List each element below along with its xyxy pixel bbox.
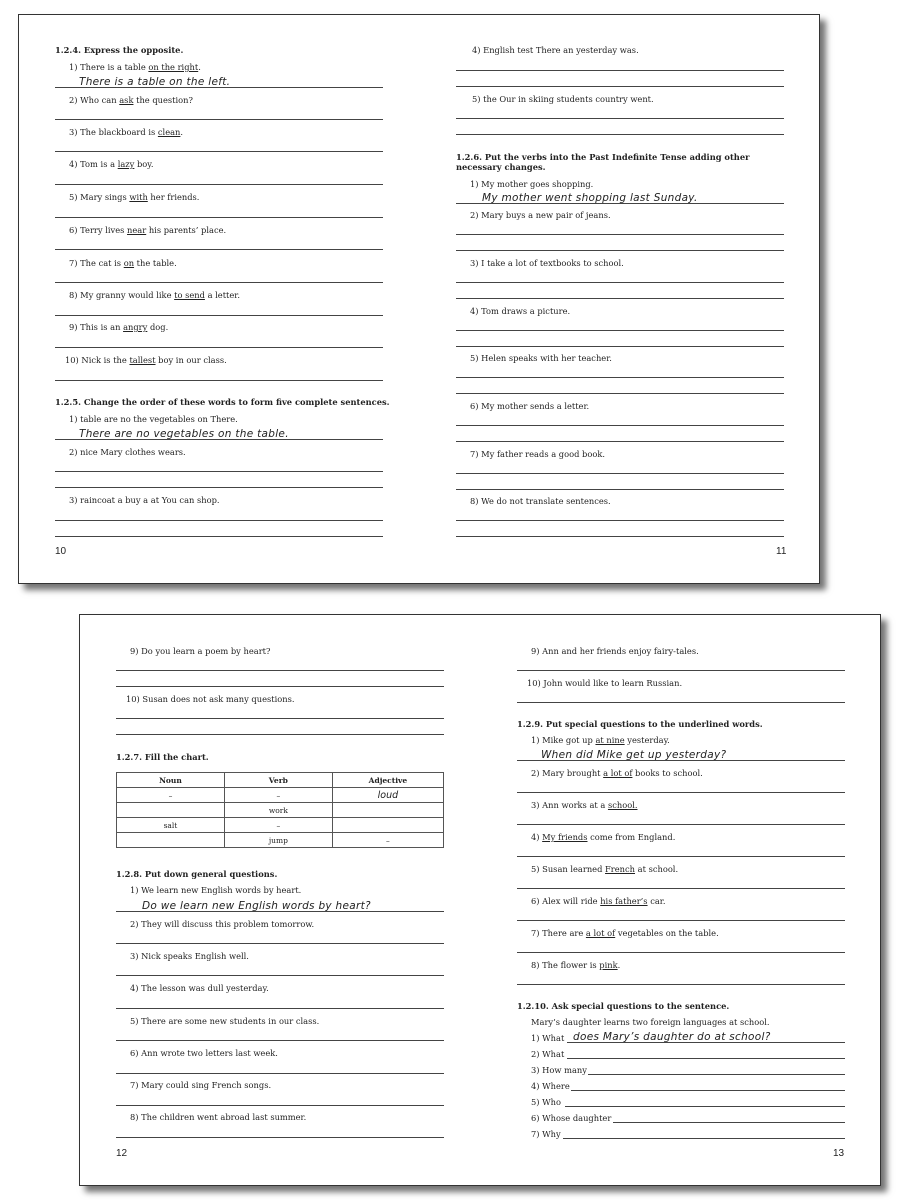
answer-line [116, 975, 444, 976]
exercise-item: 6) Whose daughter [531, 1113, 612, 1123]
handwritten-answer: does Mary’s daughter do at school? [573, 1031, 771, 1043]
page-number: 13 [833, 1148, 845, 1159]
exercise-item: 4) My friends come from England. [531, 832, 676, 842]
exercise-item: 6) My mother sends a letter. [470, 401, 590, 411]
exercise-item: 4) Tom draws a picture. [470, 306, 571, 316]
answer-line [567, 1042, 845, 1043]
answer-line [55, 520, 383, 521]
answer-line [456, 134, 784, 135]
answer-line [456, 203, 784, 204]
exercise-item: 5) Helen speaks with her teacher. [470, 353, 612, 363]
exercise-item: 4) The lesson was dull yesterday. [130, 983, 269, 993]
exercise-item: 7) Why [531, 1129, 561, 1139]
exercise-item: 1) Mike got up at nine yesterday. [531, 735, 670, 745]
exercise-item: 8) We do not translate sentences. [470, 496, 611, 506]
exercise-heading: 1.2.9. Put special questions to the underlined words. [517, 719, 763, 729]
table-cell[interactable]: – [224, 818, 332, 833]
fill-chart-table [116, 772, 444, 848]
exercise-item: 2) What [531, 1049, 565, 1059]
answer-line [613, 1122, 845, 1123]
exercise-item: 3) Nick speaks English well. [130, 951, 249, 961]
answer-line [55, 471, 383, 472]
exercise-heading: 1.2.10. Ask special questions to the sentence. [517, 1001, 730, 1011]
exercise-item: 3) Ann works at a school. [531, 800, 638, 810]
exercise-item: 8) The flower is pink. [531, 960, 621, 970]
answer-line [517, 824, 845, 825]
answer-line [456, 393, 784, 394]
table-cell[interactable]: loud [332, 788, 443, 803]
exercise-item: 5) the Our in skiing students country went. [472, 94, 654, 104]
table-cell[interactable]: – [117, 788, 225, 803]
exercise-heading: 1.2.7. Fill the chart. [116, 752, 209, 762]
answer-line [456, 330, 784, 331]
answer-line [116, 1105, 444, 1106]
column-header: Noun [117, 773, 225, 788]
table-header-row [117, 773, 444, 788]
exercise-item: 1) table are no the vegetables on There. [69, 414, 238, 424]
exercise-item: 5) Mary sings with her friends. [69, 192, 200, 202]
answer-line [517, 856, 845, 857]
table-cell[interactable]: jump [224, 833, 332, 848]
exercise-item: 5) Who [531, 1097, 562, 1107]
exercise-item: 4) Tom is a lazy boy. [69, 159, 154, 169]
exercise-item: 3) raincoat a buy a at You can shop. [69, 495, 220, 505]
page-10 [19, 15, 420, 583]
answer-line [456, 346, 784, 347]
answer-line [456, 298, 784, 299]
answer-line [55, 217, 383, 218]
answer-line [456, 489, 784, 490]
answer-line [116, 670, 444, 671]
exercise-item: 1) My mother goes shopping. [470, 179, 594, 189]
answer-line [517, 984, 845, 985]
exercise-item: 9) This is an angry dog. [69, 322, 169, 332]
exercise-item: 4) Where [531, 1081, 570, 1091]
exercise-item: 1) What [531, 1033, 565, 1043]
answer-line [456, 377, 784, 378]
handwritten-answer: When did Mike get up yesterday? [541, 749, 727, 761]
answer-line [456, 425, 784, 426]
answer-line [116, 1137, 444, 1138]
handwritten-answer: There are no vegetables on the table. [79, 428, 289, 440]
answer-line [55, 439, 383, 440]
answer-line [517, 920, 845, 921]
answer-line [456, 282, 784, 283]
exercise-item: 5) There are some new students in our class. [130, 1016, 320, 1026]
exercise-item: 3) How many [531, 1065, 587, 1075]
answer-line [517, 792, 845, 793]
answer-line [456, 234, 784, 235]
answer-line [116, 1040, 444, 1041]
column-header: Adjective [332, 773, 443, 788]
exercise-item: 8) The children went abroad last summer. [130, 1112, 307, 1122]
exercise-item: 7) My father reads a good book. [470, 449, 606, 459]
answer-line [563, 1138, 845, 1139]
handwritten-answer: My mother went shopping last Sunday. [482, 192, 698, 204]
answer-line [571, 1090, 845, 1091]
answer-line [567, 1058, 845, 1059]
answer-line [55, 347, 383, 348]
exercise-item: 2) nice Mary clothes wears. [69, 447, 186, 457]
answer-line [456, 118, 784, 119]
answer-line [456, 520, 784, 521]
answer-line [517, 760, 845, 761]
answer-line [456, 70, 784, 71]
exercise-item: 6) Ann wrote two letters last week. [130, 1048, 278, 1058]
exercise-item: 5) Susan learned French at school. [531, 864, 679, 874]
exercise-item: 3) The blackboard is clean. [69, 127, 184, 137]
exercise-sentence: Mary’s daughter learns two foreign languages at school. [531, 1017, 770, 1027]
exercise-item: 2) They will discuss this problem tomorrow. [130, 919, 315, 929]
answer-line [116, 686, 444, 687]
exercise-item: 6) Alex will ride his father’s car. [531, 896, 666, 906]
answer-line [116, 911, 444, 912]
table-cell[interactable]: salt [117, 818, 225, 833]
answer-line [116, 943, 444, 944]
exercise-heading: 1.2.4. Express the opposite. [55, 45, 184, 55]
exercise-heading: 1.2.6. Put the verbs into the Past Indefinite Tense adding other necessary changes. [456, 152, 750, 172]
answer-line [456, 250, 784, 251]
exercise-item: 9) Ann and her friends enjoy fairy-tales. [531, 646, 699, 656]
exercise-item: 4) English test There an yesterday was. [472, 45, 639, 55]
answer-line [55, 249, 383, 250]
answer-line [588, 1074, 845, 1075]
page-number: 10 [55, 546, 67, 557]
answer-line [565, 1106, 845, 1107]
answer-line [55, 151, 383, 152]
answer-line [55, 380, 383, 381]
answer-line [116, 1073, 444, 1074]
exercise-item: 7) There are a lot of vegetables on the table. [531, 928, 719, 938]
answer-line [55, 119, 383, 120]
answer-line [517, 952, 845, 953]
page-11 [420, 15, 821, 583]
page-12 [80, 615, 481, 1185]
table-cell[interactable]: – [332, 833, 443, 848]
page-spread-12-13 [79, 614, 881, 1186]
exercise-heading: 1.2.5. Change the order of these words to form five complete sentences. [55, 397, 390, 407]
exercise-item: 10) Nick is the tallest boy in our class. [65, 355, 227, 365]
exercise-item: 8) My granny would like to send a letter. [69, 290, 240, 300]
table-cell[interactable] [117, 803, 225, 818]
answer-line [116, 1008, 444, 1009]
page-13 [481, 615, 882, 1185]
answer-line [517, 670, 845, 671]
answer-line [456, 86, 784, 87]
exercise-heading: 1.2.8. Put down general questions. [116, 869, 278, 879]
exercise-item: 10) Susan does not ask many questions. [126, 694, 295, 704]
table-row [117, 803, 444, 818]
exercise-item: 2) Mary brought a lot of books to school. [531, 768, 703, 778]
table-row [117, 833, 444, 848]
table-row [117, 818, 444, 833]
exercise-item: 1) We learn new English words by heart. [130, 885, 302, 895]
exercise-item: 7) The cat is on the table. [69, 258, 177, 268]
table-cell[interactable]: work [224, 803, 332, 818]
answer-line [55, 487, 383, 488]
table-cell[interactable]: – [224, 788, 332, 803]
table-cell[interactable] [332, 803, 443, 818]
table-row [117, 788, 444, 803]
answer-line [517, 888, 845, 889]
handwritten-answer: Do we learn new English words by heart? [142, 900, 371, 912]
table-cell[interactable] [332, 818, 443, 833]
answer-line [55, 536, 383, 537]
answer-line [55, 282, 383, 283]
answer-line [456, 536, 784, 537]
answer-line [116, 734, 444, 735]
exercise-item: 1) There is a table on the right. [69, 62, 201, 72]
page-number: 11 [776, 546, 787, 557]
answer-line [456, 473, 784, 474]
exercise-item: 10) John would like to learn Russian. [527, 678, 683, 688]
exercise-item: 2) Who can ask the question? [69, 95, 193, 105]
page-number: 12 [116, 1148, 128, 1159]
answer-line [55, 315, 383, 316]
exercise-item: 6) Terry lives near his parents’ place. [69, 225, 227, 235]
answer-line [55, 87, 383, 88]
handwritten-answer: There is a table on the left. [79, 76, 231, 88]
table-cell[interactable] [117, 833, 225, 848]
exercise-item: 9) Do you learn a poem by heart? [130, 646, 271, 656]
answer-line [55, 184, 383, 185]
exercise-item: 7) Mary could sing French songs. [130, 1080, 272, 1090]
page-spread-10-11 [18, 14, 820, 584]
answer-line [116, 718, 444, 719]
column-header: Verb [224, 773, 332, 788]
exercise-item: 2) Mary buys a new pair of jeans. [470, 210, 611, 220]
answer-line [517, 702, 845, 703]
exercise-item: 3) I take a lot of textbooks to school. [470, 258, 624, 268]
answer-line [456, 441, 784, 442]
